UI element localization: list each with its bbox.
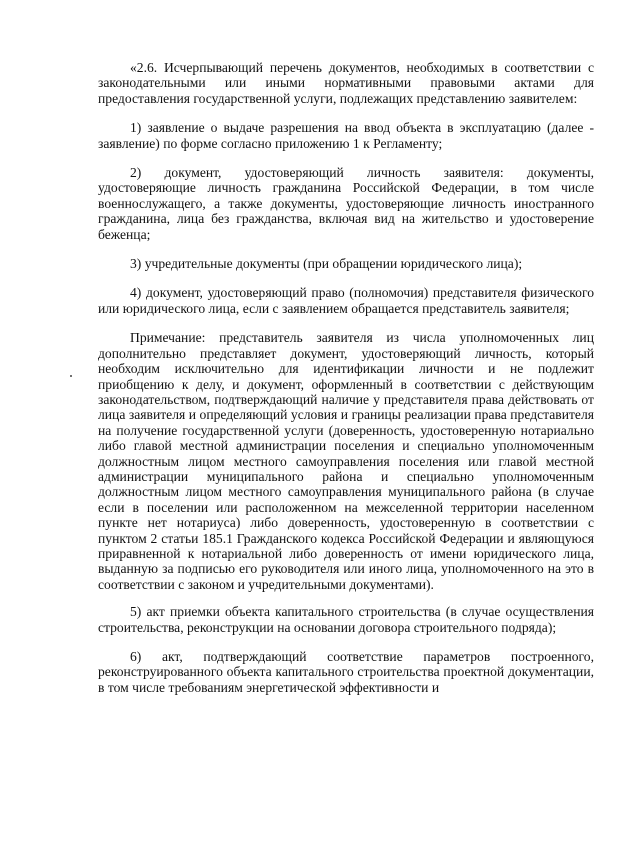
document-page: [98, 60, 594, 709]
section-heading-paragraph: «2.6. Исчерпывающий перечень документов, необходимых в соответствии с законодательными или иными нормативными правовыми актами для предоставления государственной услуги, подлежащих представлению заявителем:: [98, 60, 594, 106]
list-item-representative-authority: 4) документ, удостоверяющий право (полномочия) представителя физического или юридического лица, если с заявлением обращается представитель заявителя;: [98, 285, 594, 316]
list-item-application: 1) заявление о выдаче разрешения на ввод объекта в эксплуатацию (далее - заявление) по форме согласно приложению 1 к Регламенту;: [98, 120, 594, 151]
scan-artifact-dot: [70, 375, 72, 377]
note-paragraph: Примечание: представитель заявителя из числа уполномоченных лиц дополнительно представляет документ, удостоверяющий личность, который необходим исключительно для идентификации личности и не подлежит приобщению к делу, и документ, оформленный в соответствии с действующим законодательством, подтверждающий наличие у представителя права действовать от лица заявителя и определяющий условия и границы реализации права представителя на получение государственной услуги (доверенность, удостоверенную нотариально либо главой местной администрации поселения и специально уполномоченным должностным лицом местного самоуправления поселения или главой местной администрации муниципального района и специально уполномоченным должностным лицом местного самоуправления муниципального района (в случае если в поселении или расположенном на межселенной территории населенном пункте нет нотариуса) либо доверенность, удостоверенную в соответствии с пунктом 2 статьи 185.1 Гражданского кодекса Российской Федерации и являющуюся приравненной к нотариальной либо доверенность от имени юридического лица, выданную за подписью его руководителя или иного лица, уполномоченного на это в соответствии с законом и учредительными документами).: [98, 330, 594, 592]
list-item-identity-document: 2) документ, удостоверяющий личность заявителя: документы, удостоверяющие личность гражданина Российской Федерации, в том числе военнослужащего, а также документы, удостоверяющие личность иностранного гражданина, лица без гражданства, включая вид на жительство и удостоверение беженца;: [98, 165, 594, 242]
list-item-acceptance-act: 5) акт приемки объекта капитального строительства (в случае осуществления строительства, реконструкции на основании договора строительного подряда);: [98, 604, 594, 635]
list-item-compliance-act: 6) акт, подтверждающий соответствие параметров построенного, реконструированного объекта капитального строительства проектной документации, в том числе требованиям энергетической эффективности и: [98, 649, 594, 695]
list-item-founding-documents: 3) учредительные документы (при обращении юридического лица);: [130, 256, 523, 272]
